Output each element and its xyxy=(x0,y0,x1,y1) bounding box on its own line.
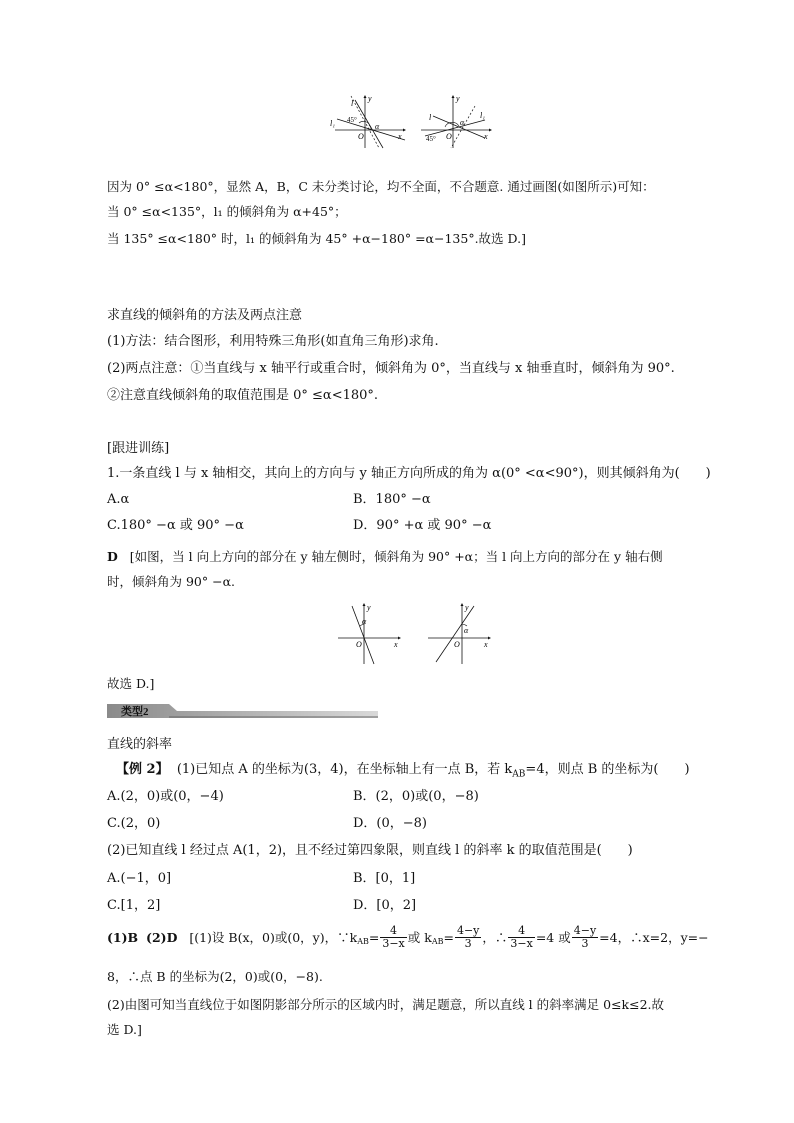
answer2-frac1-num: 4 xyxy=(380,925,406,938)
answer2-sub2: AB xyxy=(431,937,444,946)
example2-label: 【例 2】 xyxy=(116,762,169,777)
answer2-therefore: ，∴ xyxy=(482,929,508,945)
fig1-left-o: O xyxy=(358,132,364,141)
answer2-frac2 xyxy=(455,925,481,950)
solution1-line2: 当 0° ≤α<135°，l₁ 的倾斜角为 α+45°； xyxy=(107,204,347,219)
practice-option-b: B．180° −α xyxy=(353,492,431,507)
answer2-frac1 xyxy=(380,925,406,950)
answer2-frac2-den: 3 xyxy=(464,937,472,950)
figure-left xyxy=(330,94,406,148)
practice-answer-text: [如图，当 l 向上方向的部分在 y 轴左侧时，倾斜角为 90° +α；当 l 向上方向的部分在 y 轴右侧 xyxy=(129,549,663,564)
method-p2: (2)两点注意：①当直线与 x 轴平行或重合时，倾斜角为 0°，当直线与 x 轴垂直时，倾斜角为 90°. xyxy=(107,361,675,376)
example2-q1-option-a: A.(2，0)或(0，−4) xyxy=(107,789,224,804)
figure-right xyxy=(421,94,492,148)
practice-option-a: A.α xyxy=(107,492,130,507)
answer2-sub1: AB xyxy=(357,937,369,946)
practice-answer-line2: 时，倾斜角为 90° −α. xyxy=(107,574,235,589)
fig1-right-x: x xyxy=(484,132,488,141)
answer2-eq: = xyxy=(368,929,380,945)
solution1-line1: 因为 0° ≤α<180°，显然 A，B，C 未分类讨论，均不全面，不合题意. 通过画图(如图所示)可知： xyxy=(107,179,655,194)
answer2-frac4 xyxy=(572,925,598,950)
figure-inclination-45 xyxy=(325,92,495,150)
fig2-right-alpha: α xyxy=(464,626,469,635)
fig2-left-alpha: α xyxy=(362,617,367,626)
practice-choose: 故选 D.] xyxy=(107,676,155,691)
method-title: 求直线的倾斜角的方法及两点注意 xyxy=(107,308,303,323)
answer2-result: =4，∴x=2，y=− xyxy=(599,929,709,945)
answer2-eq2: = xyxy=(443,929,454,945)
fig1-right-y: y xyxy=(456,94,460,103)
practice-question: 1.一条直线 l 与 x 轴相交，其向上的方向与 y 轴正方向所成的角为 α(0° <α<90°)，则其倾斜角为( ) xyxy=(107,466,711,481)
fig1-left-l: l xyxy=(351,99,354,108)
answer2-line2: 8，∴点 B 的坐标为(2，0)或(0，−8). xyxy=(107,969,323,984)
practice-option-d: D．90° +α 或 90° −α xyxy=(353,518,492,533)
practice-option-c: C.180° −α 或 90° −α xyxy=(107,518,244,533)
example2-q2-option-a: A.(−1，0] xyxy=(107,871,172,886)
fig2-left-x: x xyxy=(394,640,398,649)
fig1-right-l1: l₁ xyxy=(480,111,486,120)
example2-q1-option-b: B．(2，0)或(0，−8) xyxy=(353,789,479,804)
solution1-line3: 当 135° ≤α<180° 时，l₁ 的倾斜角为 45° +α−180° =α−135°.故选 D.] xyxy=(107,231,526,246)
example2-q1-option-c: C.(2，0) xyxy=(107,816,161,831)
answer2-frac4-den: 3 xyxy=(581,937,589,950)
answer2-a1: (1)B xyxy=(107,929,139,945)
fig1-left-l1: l₁ xyxy=(330,119,336,128)
figure-practice xyxy=(336,600,496,666)
answer2-line3: (2)由图可知当直线位于如图阴影部分所示的区域内时，满足题意，所以直线 l 的斜率满足 0≤k≤2.故 xyxy=(107,997,665,1012)
example2-question1 xyxy=(116,761,690,784)
method-p3: ②注意直线倾斜角的取值范围是 0° ≤α<180°. xyxy=(107,388,379,403)
figure2-right xyxy=(428,603,491,664)
fig2-right-x: x xyxy=(484,640,488,649)
method-p1: (1)方法：结合图形，利用特殊三角形(如直角三角形)求角. xyxy=(107,334,439,349)
practice-header: [跟进训练] xyxy=(107,441,170,456)
practice-answer-line1 xyxy=(107,549,663,565)
fig1-left-y: y xyxy=(368,94,372,103)
answer2-pre: [(1)设 B(x，0)或(0，y)，∵k xyxy=(189,929,358,945)
answer2-frac3-num: 4 xyxy=(508,925,534,938)
section-banner-label: 类型2 xyxy=(121,706,149,718)
example2-q1-end: =4，则点 B 的坐标为( ) xyxy=(525,762,690,777)
example2-q1-sub: AB xyxy=(512,769,526,780)
answer2-frac3-den: 3−x xyxy=(510,937,533,950)
example2-question2: (2)已知直线 l 经过点 A(1，2)，且不经过第四象限，则直线 l 的斜率 k 的取值范围是( ) xyxy=(107,843,633,858)
fig2-right-o: O xyxy=(454,640,460,649)
answer2-eq4: =4 或 xyxy=(535,929,571,945)
fig1-left-alpha: α xyxy=(375,122,380,131)
example2-q2-option-c: C.[1，2] xyxy=(107,898,161,913)
answer2-a2: (2)D xyxy=(146,929,178,945)
fig1-right-alpha: α xyxy=(460,118,465,127)
example2-q2-option-b: B．[0，1] xyxy=(353,871,416,886)
example2-q1-option-d: D．(0，−8) xyxy=(353,816,428,831)
fig1-left-45: 45° xyxy=(347,116,357,124)
practice-answer-label: D xyxy=(107,549,118,564)
fig2-right-y: y xyxy=(465,603,469,612)
example2-q2-option-d: D．[0，2] xyxy=(353,898,417,913)
answer2-line1 xyxy=(107,925,709,950)
answer2-frac3 xyxy=(508,925,534,950)
example2-q1-text: (1)已知点 A 的坐标为(3，4)，在坐标轴上有一点 B，若 k xyxy=(176,762,513,777)
figure2-left xyxy=(338,603,401,664)
fig1-right-45: 45° xyxy=(426,135,436,143)
answer2-frac1-den: 3−x xyxy=(382,937,405,950)
section-banner xyxy=(107,704,378,718)
fig1-right-o: O xyxy=(446,132,452,141)
fig2-left-y: y xyxy=(367,603,371,612)
answer2-or1: 或 k xyxy=(407,929,432,945)
answer2-frac2-num: 4−y xyxy=(456,924,480,937)
fig1-left-x: x xyxy=(398,132,402,141)
fig1-right-l: l xyxy=(429,113,432,122)
section-title: 直线的斜率 xyxy=(107,737,173,752)
answer2-frac4-num: 4−y xyxy=(573,924,597,937)
answer2-line4: 选 D.] xyxy=(107,1022,142,1037)
fig2-left-o: O xyxy=(356,640,362,649)
